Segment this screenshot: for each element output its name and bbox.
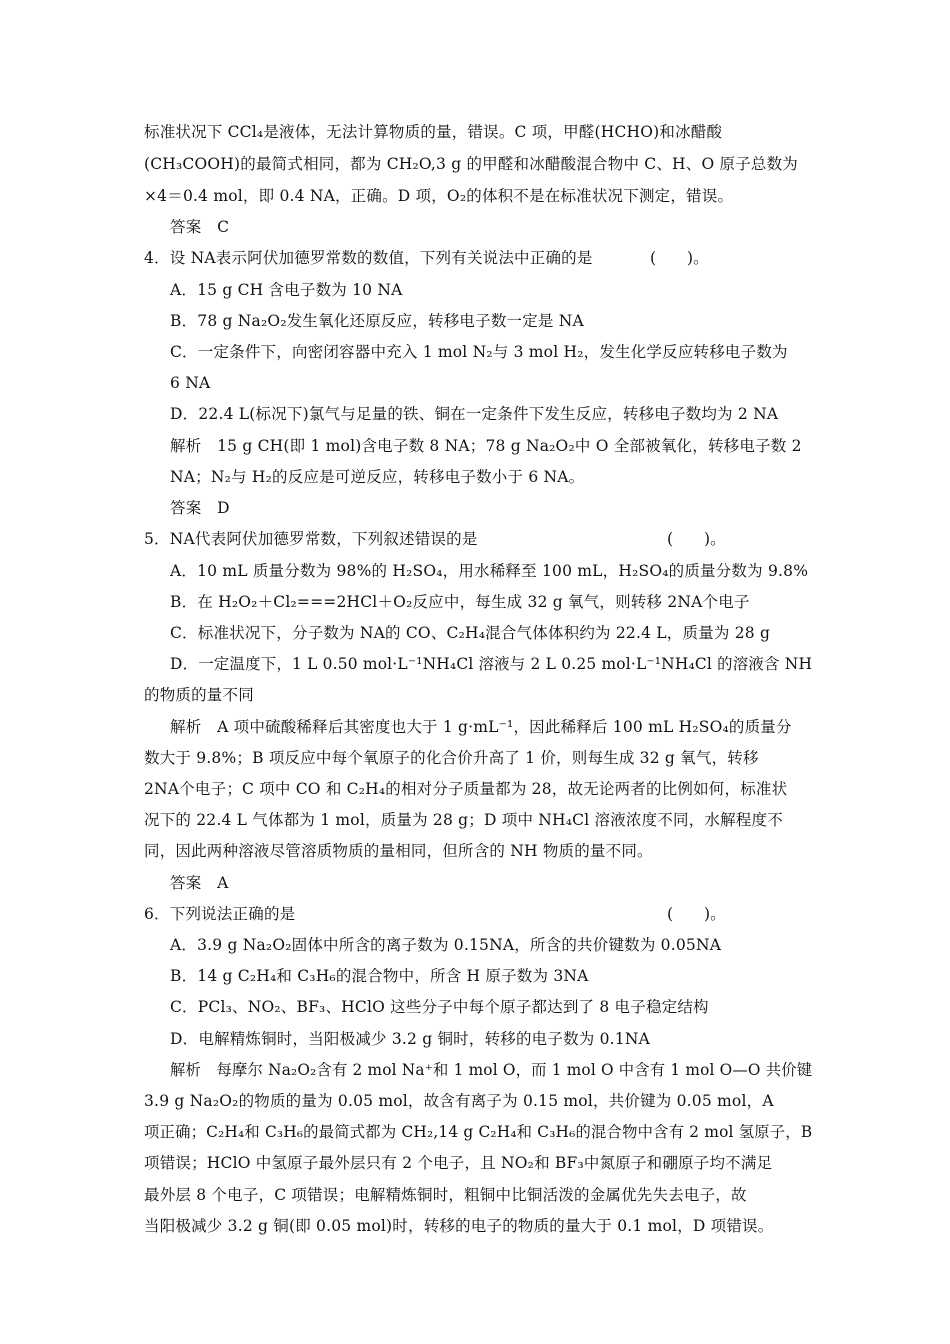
analysis-line: 3.9 g Na₂O₂的物质的量为 0.05 mol，故含有离子为 0.15 mol，共价键为 0.05 mol，A	[144, 1092, 774, 1110]
question-6-stem: 6．下列说法正确的是	[144, 905, 296, 923]
option-line: D．22.4 L(标况下)氯气与足量的铁、铜在一定条件下发生反应，转移电子数均为 2 NA	[170, 405, 779, 423]
option-line: C．PCl₃、NO₂、BF₃、HClO 这些分子中每个原子都达到了 8 电子稳定结构	[170, 998, 709, 1016]
answer-bracket: ( )。	[650, 249, 709, 267]
option-line: 的物质的量不同	[144, 686, 254, 704]
option-line: C．一定条件下，向密闭容器中充入 1 mol N₂与 3 mol H₂，发生化学反应转移电子数为	[170, 343, 788, 361]
answer-line: 答案 A	[170, 874, 229, 892]
analysis-line: 2NA个电子；C 项中 CO 和 C₂H₄的相对分子质量都为 28，故无论两者的比例如何，标准状	[144, 780, 788, 798]
analysis-line: 当阳极减少 3.2 g 铜(即 0.05 mol)时，转移的电子的物质的量大于 0.1 mol，D 项错误。	[144, 1217, 774, 1235]
analysis-line: 最外层 8 个电子，C 项错误；电解精炼铜时，粗铜中比铜活泼的金属优先失去电子，故	[144, 1186, 747, 1204]
option-line: A．10 mL 质量分数为 98%的 H₂SO₄，用水稀释至 100 mL，H₂SO₄的质量分数为 9.8%	[170, 562, 809, 580]
option-line: B．14 g C₂H₄和 C₃H₆的混合物中，所含 H 原子数为 3NA	[170, 967, 589, 985]
analysis-line: 解析 每摩尔 Na₂O₂含有 2 mol Na⁺和 1 mol O，而 1 mol O 中含有 1 mol O—O 共价键	[170, 1061, 813, 1079]
question-5-stem: 5．NA代表阿伏加德罗常数，下列叙述错误的是	[144, 530, 478, 548]
option-line: B．78 g Na₂O₂发生氧化还原反应，转移电子数一定是 NA	[170, 312, 584, 330]
option-line: B．在 H₂O₂＋Cl₂===2HCl＋O₂反应中，每生成 32 g 氧气，则转移 2NA个电子	[170, 593, 750, 611]
option-line: D．电解精炼铜时，当阳极减少 3.2 g 铜时，转移的电子数为 0.1NA	[170, 1030, 651, 1048]
answer-bracket: ( )。	[667, 530, 726, 548]
option-line: C．标准状况下，分子数为 NA的 CO、C₂H₄混合气体体积约为 22.4 L，质量为 28 g	[170, 624, 771, 642]
analysis-line: 解析 A 项中硫酸稀释后其密度也大于 1 g·mL⁻¹，因此稀释后 100 mL H₂SO₄的质量分	[170, 718, 792, 736]
analysis-line: 数大于 9.8%；B 项反应中每个氧原子的化合价升高了 1 价，则每生成 32 g 氧气，转移	[144, 749, 759, 767]
answer-line: 答案 D	[170, 499, 230, 517]
question-4-stem: 4．设 NA表示阿伏加德罗常数的数值，下列有关说法中正确的是	[144, 249, 593, 267]
option-line: A．3.9 g Na₂O₂固体中所含的离子数为 0.15NA，所含的共价键数为 0.05NA	[170, 936, 722, 954]
answer-line: 答案 C	[170, 218, 230, 236]
option-line: 6 NA	[170, 374, 211, 392]
analysis-line: 况下的 22.4 L 气体都为 1 mol，质量为 28 g；D 项中 NH₄Cl 溶液浓度不同，水解程度不	[144, 811, 783, 829]
analysis-line: 同，因此两种溶液尽管溶质物质的量相同，但所含的 NH 物质的量不同。	[144, 842, 653, 860]
text-line: 标准状况下 CCl₄是液体，无法计算物质的量，错误。C 项，甲醛(HCHO)和冰醋酸	[144, 123, 723, 141]
analysis-line: 项正确；C₂H₄和 C₃H₆的最简式都为 CH₂,14 g C₂H₄和 C₃H₆的混合物中含有 2 mol 氢原子，B	[144, 1123, 813, 1141]
analysis-line: 解析 15 g CH(即 1 mol)含电子数 8 NA；78 g Na₂O₂中 O 全部被氧化，转移电子数 2	[170, 437, 802, 455]
analysis-line: NA；N₂与 H₂的反应是可逆反应，转移电子数小于 6 NA。	[170, 468, 585, 486]
option-line: D．一定温度下，1 L 0.50 mol·L⁻¹NH₄Cl 溶液与 2 L 0.25 mol·L⁻¹NH₄Cl 的溶液含 NH	[170, 655, 813, 673]
answer-bracket: ( )。	[667, 905, 726, 923]
text-line: ×4＝0.4 mol，即 0.4 NA，正确。D 项，O₂的体积不是在标准状况下测定，错误。	[144, 187, 734, 205]
text-line: (CH₃COOH)的最简式相同，都为 CH₂O,3 g 的甲醛和冰醋酸混合物中 C、H、O 原子总数为	[144, 155, 798, 173]
analysis-line: 项错误；HClO 中氢原子最外层只有 2 个电子，且 NO₂和 BF₃中氮原子和硼原子均不满足	[144, 1154, 773, 1172]
option-line: A．15 g CH 含电子数为 10 NA	[170, 281, 403, 299]
